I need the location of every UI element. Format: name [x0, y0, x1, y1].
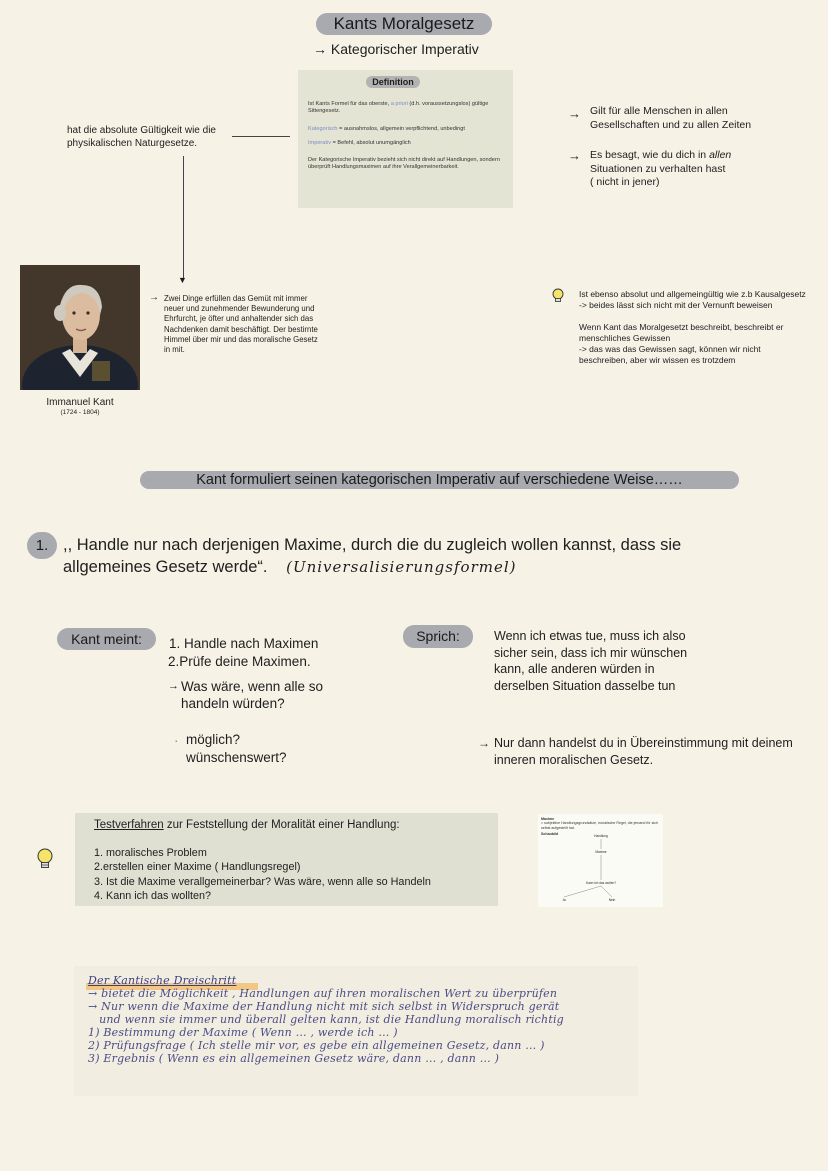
arrow-right-icon: →: [568, 106, 581, 121]
lightbulb-icon: [551, 288, 565, 309]
thumb-node: Nein: [608, 898, 616, 902]
testverfahren-title-underlined: Testverfahren: [94, 819, 164, 831]
kant-meint-item1: 1. Handle nach Maximen: [169, 636, 319, 651]
lightbulb-icon: [36, 848, 54, 877]
imperativ-text: = Befehl, absolut unumgänglich: [332, 140, 411, 146]
testverfahren-step: 2.erstellen einer Maxime ( Handlungsregel): [94, 861, 301, 874]
kant-meint-option2: wünschenswert?: [186, 750, 287, 765]
formula-number: 1.: [27, 532, 57, 559]
testverfahren-step: 4. Kann ich das wollten?: [94, 889, 212, 902]
handnotes-text: [88, 974, 633, 1065]
thumb-node: Kann ich das wollen?: [585, 881, 617, 885]
kant-meint-question: Was wäre, wenn alle so handeln würden?: [181, 679, 324, 711]
imperativ-term: Imperativ: [308, 140, 332, 146]
arrow-right-icon: →: [149, 292, 159, 303]
definition-line1: [308, 101, 504, 115]
thumb-line1: = subjektive Handlungsgrundsätze, moralische Regel, die jemand für sich selbst aufgestellt hat.: [541, 821, 658, 830]
portrait-illustration: [20, 265, 140, 390]
lightbulb-note-line4: -> das was das Gewissen sagt, können wir nicht beschreiben, aber wir wissen es trotzdem: [579, 344, 761, 365]
arrow-down-icon: ▼: [178, 275, 187, 285]
section-banner: Kant formuliert seinen kategorischen Imperativ auf verschiedene Weise……: [140, 471, 739, 489]
right-note-2-b: allen: [709, 149, 732, 161]
sprich-label: Sprich:: [403, 625, 473, 648]
testverfahren-title: [94, 818, 400, 832]
thumb-lines: [538, 814, 663, 907]
maxime-diagram-thumbnail: [538, 814, 663, 907]
testverfahren-title-rest: zur Feststellung der Moralität einer Handlung:: [163, 819, 400, 831]
arrow-right-icon: →: [478, 736, 490, 750]
testverfahren-step: 1. moralisches Problem: [94, 847, 207, 859]
connector-line: [232, 136, 290, 137]
arrow-right-icon: →: [568, 148, 581, 163]
definition-line4: Der Kategorische Imperativ bezieht sich nicht direkt auf Handlungen, sondern überprüft Handlungsmaximen auf ihre Verallgemeinerbarkeit.: [308, 157, 500, 170]
formula-quote-line2: allgemeines Gesetz werde“.: [63, 558, 268, 576]
definition-line1-b: a priori: [390, 101, 408, 107]
handnotes-line: 3) Ergebnis ( Wenn es ein allgemeinen Gesetz wäre, dann … , dann … ): [88, 1052, 500, 1065]
formula-quote-line1: ,, Handle nur nach derjenigen Maxime, durch die du zugleich wollen kannst, dass sie: [63, 536, 682, 554]
definition-kategorisch: [308, 126, 504, 133]
handnotes-line: → bietet die Möglichkeit , Handlungen auf ihren moralischen Wert zu überprüfen: [88, 987, 558, 1000]
definition-line1-a: Ist Kants Formel für das oberste,: [308, 101, 390, 107]
kant-meint-label: Kant meint:: [57, 628, 156, 650]
right-note-2-a: Es besagt, wie du dich in: [590, 149, 707, 161]
subtitle: [313, 41, 479, 57]
handnotes-line: 2) Prüfungsfrage ( Ich stelle mir vor, es gebe ein allgemeinen Gesetz, dann … ): [88, 1039, 545, 1052]
kategorisch-term: Kategorisch: [308, 126, 338, 132]
handnotes-line: → Nur wenn die Maxime der Handlung nicht mit sich selbst in Widerspruch gerät: [88, 1000, 560, 1013]
lightbulb-note-line1: Ist ebenso absolut und allgemeingültig wie z.b Kausalgesetz: [579, 289, 806, 299]
connector-vertical: [183, 156, 184, 280]
right-note-2: [590, 149, 780, 190]
right-note-2-d: ( nicht in jener): [590, 176, 660, 188]
handnotes-title: Der Kantische Dreischritt: [88, 974, 237, 987]
lightbulb-note-line3: Wenn Kant das Moralgesetzt beschreibt, beschreibt er menschliches Gewissen: [579, 322, 784, 343]
subtitle-text: Kategorischer Imperativ: [330, 41, 479, 57]
sprich-text: Wenn ich etwas tue, muss ich also sicher sein, dass ich mir wünschen kann, alle anderen würden in derselben Situation dasselbe tun: [494, 629, 688, 693]
handnotes-line: 1) Bestimmung der Maxime ( Wenn … , werde ich … ): [88, 1026, 398, 1039]
sprich-conclusion: Nur dann handelst du in Übereinstimmung mit deinem inneren moralischen Gesetz.: [494, 736, 793, 767]
arrow-right-icon: →: [168, 680, 179, 692]
bullet-dot: ·: [174, 733, 179, 748]
definition-label: Definition: [366, 76, 420, 88]
definition-line1-c: (d.h. voraussetzungslos) gültige Sittengesetz.: [308, 101, 489, 114]
left-note: hat die absolute Gültigkeit wie die physikalischen Naturgesetze.: [67, 125, 216, 149]
lightbulb-note-line2: -> beides lässt sich nicht mit der Vernunft beweisen: [579, 300, 773, 310]
testverfahren-step: 3. Ist die Maxime verallgemeinerbar? Was wäre, wenn alle so Handeln: [94, 875, 431, 888]
thumb-heading2: Schaubild: [541, 832, 559, 837]
handnotes-line: und wenn sie immer und überall gelten kann, ist die Handlung moralisch richtig: [88, 1013, 564, 1026]
testverfahren-steps: [94, 846, 494, 903]
kant-meint-option1: möglich?: [186, 732, 241, 747]
portrait-years: (1724 - 1804): [60, 409, 100, 416]
formula-quote: [63, 534, 783, 578]
thumb-node: Ja: [562, 898, 566, 902]
kant-portrait: [20, 265, 140, 390]
kategorisch-text: = ausnahmslos, allgemein verpflichtend, unbedingt: [339, 126, 465, 132]
thumb-node: Handlung: [594, 834, 608, 838]
right-note-1: Gilt für alle Menschen in allen Gesellschaften und zu allen Zeiten: [590, 105, 752, 131]
thumb-node: Maxime: [595, 850, 607, 854]
lightbulb-note: [579, 289, 809, 366]
right-note-2-c: Situationen zu verhalten hast: [590, 162, 726, 175]
definition-imperativ: [308, 140, 504, 147]
definition-box: [298, 70, 513, 208]
formula-handwritten: (Universalisierungsformel): [286, 558, 517, 576]
kant-quote: Zwei Dinge erfüllen das Gemüt mit immer neuer und zunehmender Bewunderung und Ehrfurcht, je öfter und anhaltender sich das Nachdenken damit beschäftigt. Der bestirnte Himmel über mir und das moralische Gesetz in mit.: [164, 294, 318, 355]
portrait-name: Immanuel Kant: [46, 397, 114, 408]
thumb-heading: Maxime: [541, 817, 555, 821]
formula-quote-line2-wrap: [63, 556, 783, 578]
page-title: Kants Moralgesetz: [316, 13, 492, 35]
arrow-right-icon: →: [313, 41, 327, 57]
kant-meint-item2: 2.Prüfe deine Maximen.: [168, 654, 311, 669]
